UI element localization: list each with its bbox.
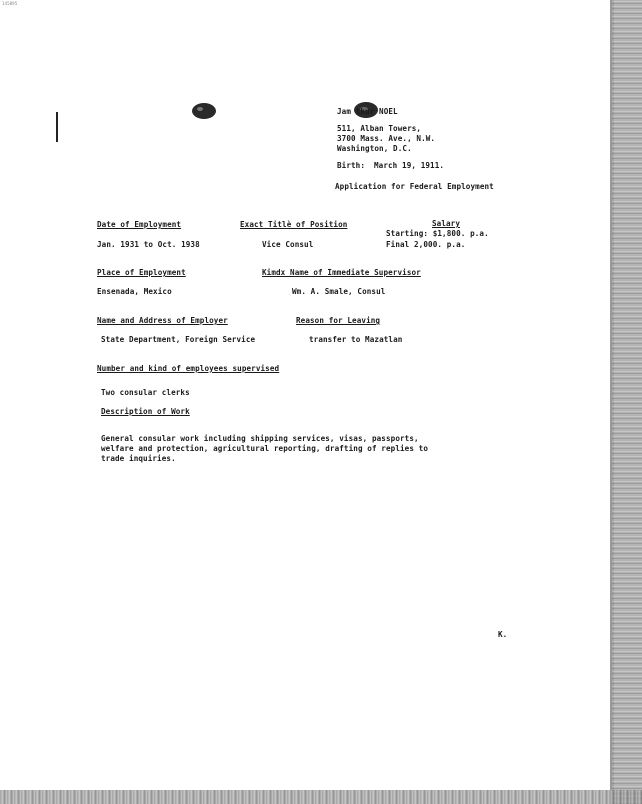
- scan-edge-bottom: [0, 790, 642, 804]
- position-title: Vice Consul: [262, 240, 314, 249]
- employment-dates: Jan. 1931 to Oct. 1938: [97, 240, 200, 249]
- ink-blot-left: [190, 101, 218, 121]
- employees-supervised: Two consular clerks: [101, 388, 190, 397]
- employer-label: Name and Address of Employer: [97, 316, 228, 325]
- salary-starting: Starting: $1,800. p.a.: [386, 229, 489, 238]
- scan-id: 145895: [2, 1, 18, 6]
- employer-value: State Department, Foreign Service: [101, 335, 256, 344]
- supervisor-label: Kimdx Name of Immediate Supervisor: [262, 268, 421, 277]
- address-line-2: 3700 Mass. Ave., N.W.: [337, 134, 436, 143]
- scan-edge-right: [612, 0, 642, 804]
- reason-for-leaving-label: Reason for Leaving: [296, 316, 381, 325]
- margin-mark: K.: [498, 630, 508, 639]
- place-of-employment-label: Place of Employment: [97, 268, 186, 277]
- description-label: Description of Work: [101, 407, 190, 416]
- reason-for-leaving: transfer to Mazatlan: [309, 335, 403, 344]
- address-line-1: 511, Alban Towers,: [337, 124, 422, 133]
- employees-supervised-label: Number and kind of employees supervised: [97, 364, 280, 373]
- birth-label: Birth:: [337, 161, 366, 170]
- place-of-employment: Ensenada, Mexico: [97, 287, 172, 296]
- salary-final: Final 2,000. p.a.: [386, 240, 466, 249]
- salary-label: Salary: [432, 219, 461, 228]
- application-title: Application for Federal Employment: [335, 182, 494, 191]
- description-line-2: welfare and protection, agricultural reporting, drafting of replies to: [101, 444, 429, 453]
- margin-bracket: [56, 112, 58, 142]
- position-title-label: Exact Titlè of Position: [240, 220, 348, 229]
- description-line-1: General consular work including shipping services, visas, passports,: [101, 434, 419, 443]
- supervisor-name: Wm. A. Smale, Consul: [292, 287, 386, 296]
- birth-date: March 19, 1911.: [374, 161, 445, 170]
- description-line-3: trade inquiries.: [101, 454, 176, 463]
- date-of-employment-label: Date of Employment: [97, 220, 182, 229]
- applicant-name: Jam thur NOEL: [337, 107, 398, 116]
- address-line-3: Washington, D.C.: [337, 144, 412, 153]
